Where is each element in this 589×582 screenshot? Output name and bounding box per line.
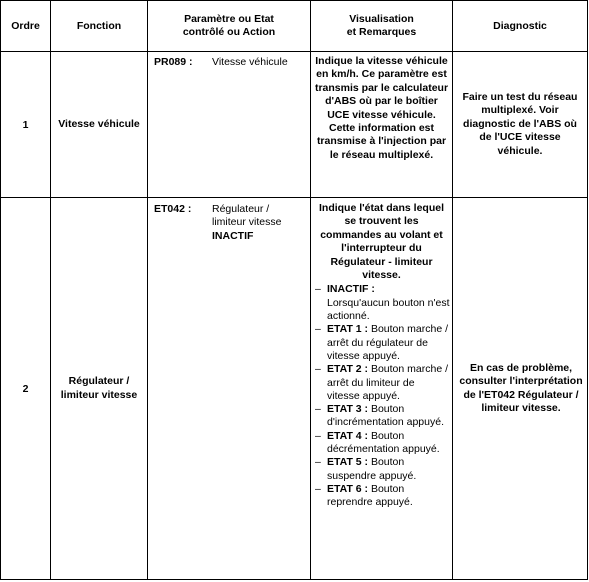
row2-fonction-value: Régulateur / limiteur vitesse (60, 375, 138, 401)
header-visualisation-line2: et Remarques (346, 26, 417, 38)
state-name: ETAT 5 : (327, 456, 369, 469)
state-item (313, 363, 450, 403)
row2-ordre-value: 2 (22, 382, 29, 395)
state-description: Lorsqu'aucun bouton n'est actionné. (327, 296, 450, 323)
state-dash: – (315, 456, 321, 469)
state-dash: – (315, 482, 321, 495)
row2-ordre (1, 198, 50, 579)
table-border-right (587, 0, 588, 580)
state-name: ETAT 1 : (327, 323, 369, 336)
state-dash: – (315, 323, 321, 336)
row1-fonction-value: Vitesse véhicule (58, 117, 140, 130)
state-dash: – (315, 403, 321, 416)
state-description: Bouton marche / arrêt du régulateur de vitesse appuyé. (327, 323, 448, 362)
state-item (313, 403, 450, 430)
row1-visualisation-text: Indique la vitesse véhicule en km/h. Ce paramètre est transmis par le calculateur d'ABS où par le boîtier UCE vitesse véhicule. Cette information est transmise à l'injection par le réseau multiplexé. (314, 55, 449, 161)
state-description: Bouton reprendre appuyé. (327, 482, 413, 509)
row1-diagnostic (458, 52, 582, 197)
row1-parametre (148, 52, 310, 197)
header-parametre-line1: Paramètre ou Etat (184, 13, 274, 25)
row1-param-code: PR089 : (154, 56, 193, 68)
row1-ordre (1, 52, 50, 197)
header-diagnostic (453, 1, 587, 51)
row1-diagnostic-text: Faire un test du réseau multiplexé. Voir diagnostic de l'ABS où de l'UCE vitesse véhicule. (462, 90, 578, 157)
col-separator-1 (50, 0, 51, 580)
col-separator-3 (310, 0, 311, 580)
state-dash: – (315, 283, 321, 296)
state-name: ETAT 6 : (327, 482, 369, 495)
col-separator-4 (452, 0, 453, 580)
state-name: ETAT 2 : (327, 363, 369, 376)
header-ordre (1, 1, 50, 51)
row2-visualisation-intro: Indique l'état dans lequel se trouvent les commandes au volant et l'interrupteur du Régulateur - limiteur vitesse. (318, 202, 444, 282)
row2-visualisation (313, 202, 450, 578)
row2-param-detail (212, 203, 304, 243)
header-parametre-line2: contrôlé ou Action (182, 26, 276, 38)
state-item (313, 323, 450, 363)
state-item (313, 456, 450, 483)
table-border-bottom (0, 579, 588, 580)
state-item (313, 430, 450, 457)
row2-param-code: ET042 : (154, 203, 192, 215)
row1-param-label: Vitesse véhicule (212, 56, 288, 68)
row2-param-label: Régulateur / limiteur vitesse (212, 203, 282, 229)
header-ordre-label: Ordre (11, 19, 40, 32)
row1-visualisation (314, 55, 449, 195)
state-description: Bouton d'incrémentation appuyé. (327, 403, 444, 429)
state-dash: – (315, 363, 321, 376)
state-description: Bouton suspendre appuyé. (327, 456, 417, 482)
row2-diagnostic-text: En cas de problème, consulter l'interprétation de l'ET042 Régulateur / limiteur vitesse. (459, 361, 583, 414)
row2-fonction (55, 198, 143, 579)
header-fonction (51, 1, 147, 51)
header-visualisation (311, 1, 452, 51)
row1-ordre-value: 1 (22, 118, 29, 131)
row2-parametre (148, 198, 310, 579)
header-fonction-label: Fonction (76, 19, 122, 32)
row1-fonction (58, 52, 140, 197)
header-visualisation-line1: Visualisation (349, 13, 414, 25)
row2-diagnostic (458, 198, 584, 579)
state-list (313, 283, 450, 509)
state-description: Bouton marche / arrêt du limiteur de vitesse appuyé. (327, 363, 448, 402)
state-item (313, 283, 450, 323)
state-item (313, 483, 450, 510)
state-name: INACTIF : (327, 283, 375, 296)
state-description: Bouton décrémentation appuyé. (327, 429, 440, 455)
header-parametre (148, 1, 310, 51)
header-diagnostic-label: Diagnostic (493, 19, 547, 32)
state-dash: – (315, 429, 321, 442)
row2-param-value: INACTIF (212, 229, 254, 242)
state-name: ETAT 4 : (327, 429, 369, 442)
state-name: ETAT 3 : (327, 403, 369, 416)
